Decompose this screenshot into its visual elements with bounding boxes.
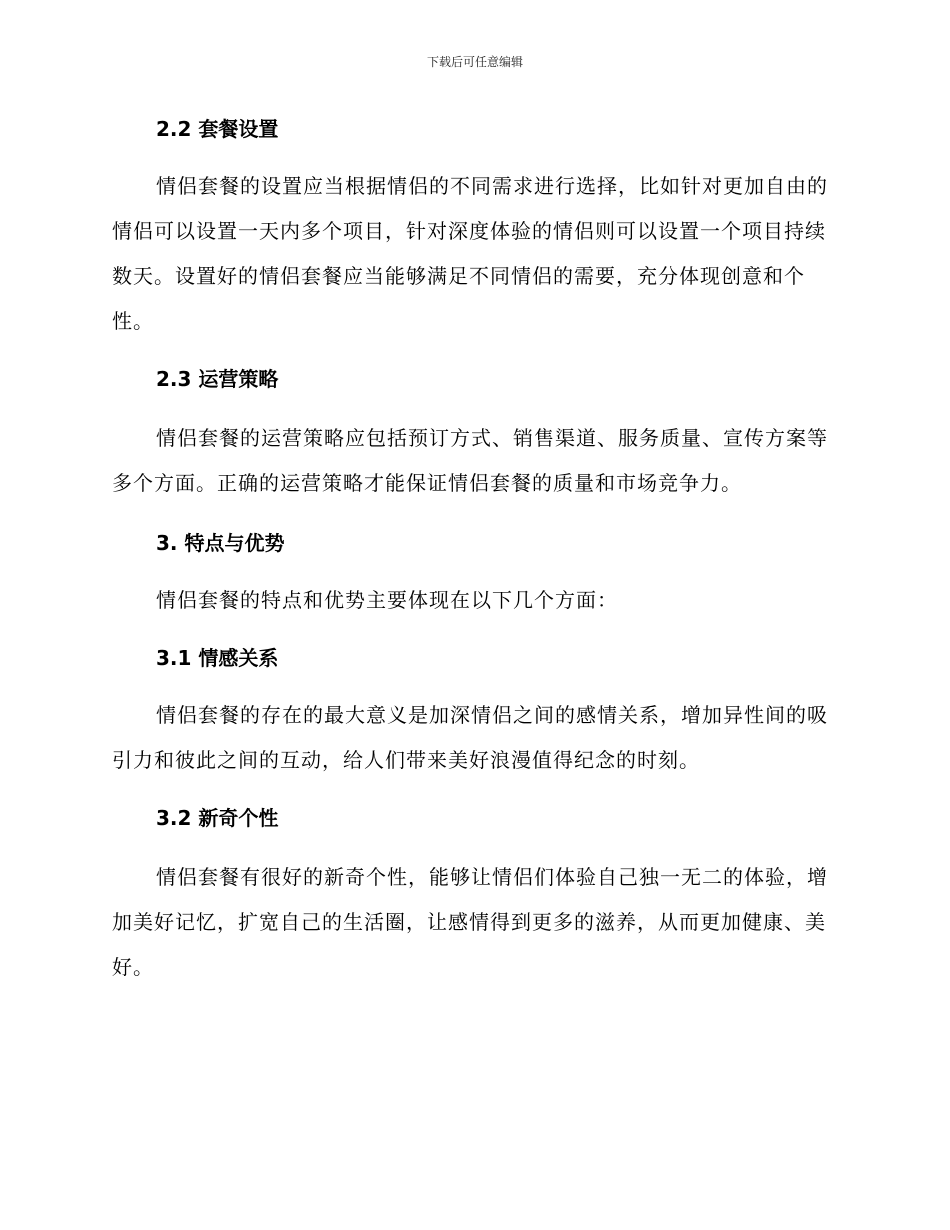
section-heading-2-3: 2.3 运营策略 <box>156 367 279 391</box>
section-heading-2-2: 2.2 套餐设置 <box>156 117 279 141</box>
section-paragraph-2-2: 情侣套餐的设置应当根据情侣的不同需求进行选择，比如针对更加自由的情侣可以设置一天内多个项目，针对深度体验的情侣则可以设置一个项目持续数天。设置好的情侣套餐应当能够满足不同情侣的需要，充分体现创意和个性。 <box>112 174 828 333</box>
section-paragraph-2-3: 情侣套餐的运营策略应包括预订方式、销售渠道、服务质量、宣传方案等多个方面。正确的运营策略才能保证情侣套餐的质量和市场竞争力。 <box>112 426 828 495</box>
section-paragraph-3-2: 情侣套餐有很好的新奇个性，能够让情侣们体验自己独一无二的体验，增加美好记忆，扩宽自己的生活圈，让感情得到更多的滋养，从而更加健康、美好。 <box>112 865 828 979</box>
page-header: 下载后可任意编辑 <box>426 55 523 69</box>
section-heading-3: 3. 特点与优势 <box>156 531 285 555</box>
section-heading-3-2: 3.2 新奇个性 <box>156 806 279 830</box>
section-paragraph-3-1: 情侣套餐的存在的最大意义是加深情侣之间的感情关系，增加异性间的吸引力和彼此之间的互动，给人们带来美好浪漫值得纪念的时刻。 <box>112 703 828 772</box>
document-body <box>112 110 832 990</box>
section-heading-3-1: 3.1 情感关系 <box>156 646 279 670</box>
section-paragraph-3: 情侣套餐的特点和优势主要体现在以下几个方面： <box>156 588 618 612</box>
